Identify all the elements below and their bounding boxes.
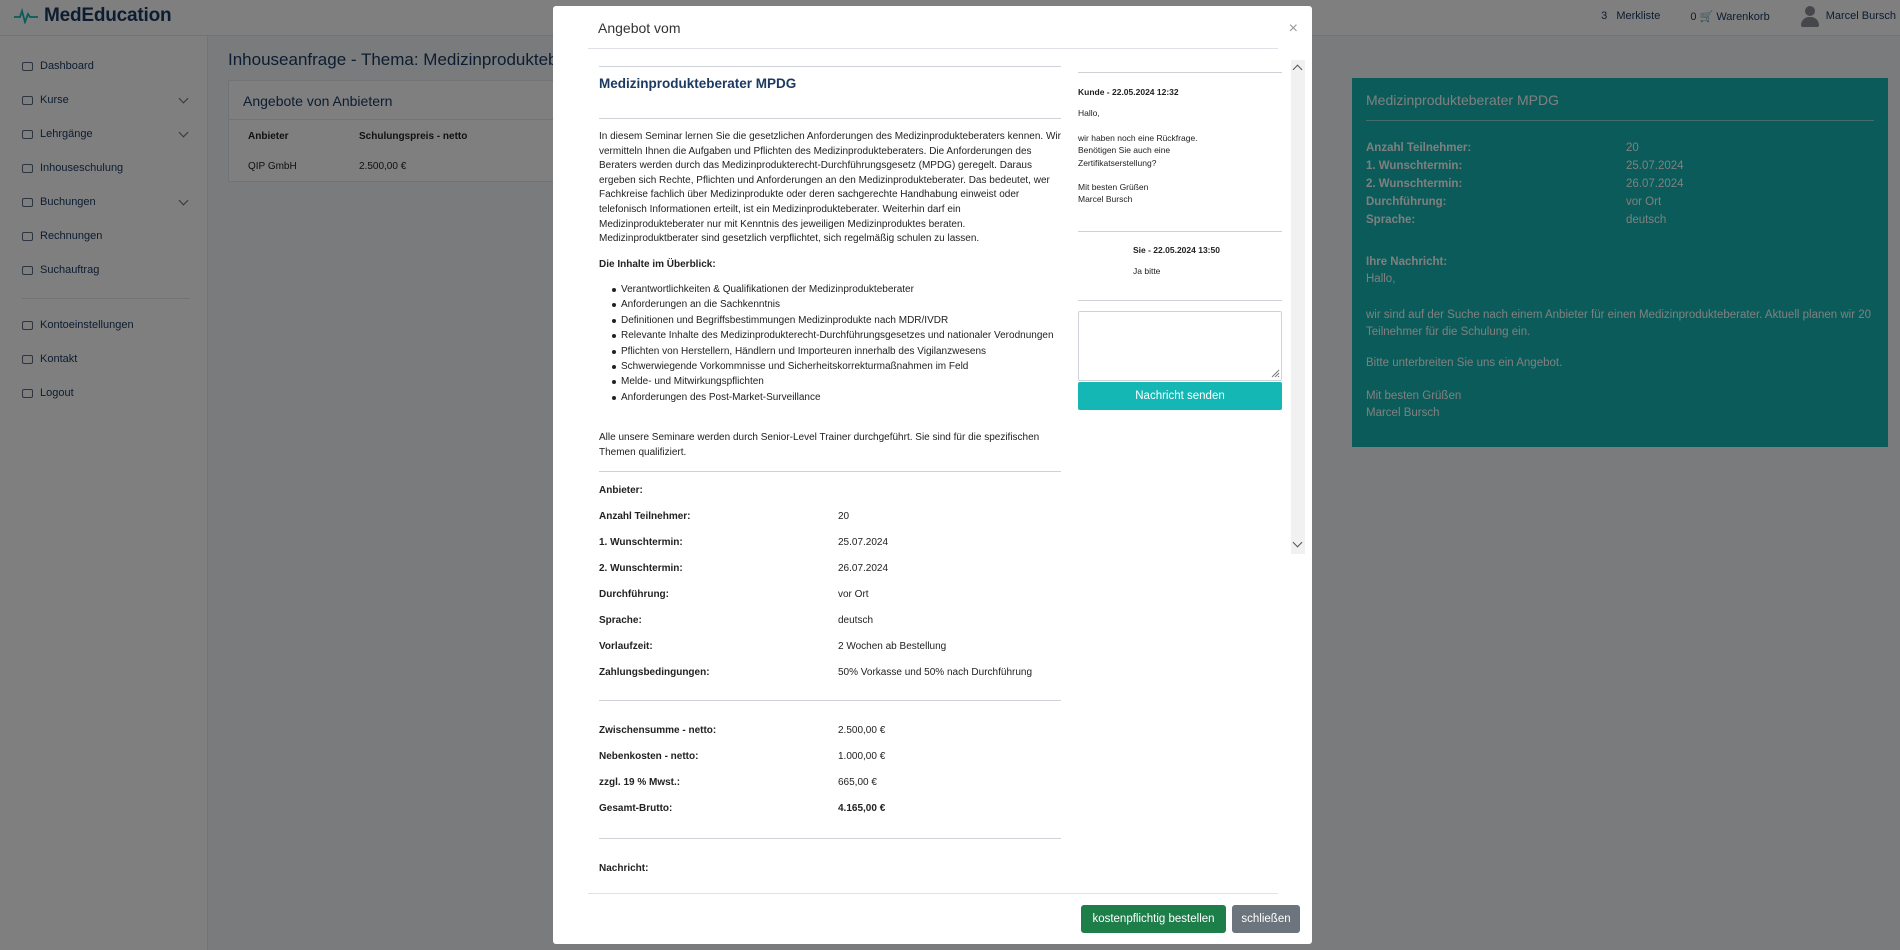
- list-item: Anforderungen an die Sachkenntnis: [599, 297, 1061, 312]
- divider: [599, 838, 1061, 839]
- close-button[interactable]: schließen: [1232, 905, 1300, 933]
- resize-grip-icon[interactable]: [1270, 368, 1280, 378]
- list-item: Melde- und Mitwirkungspflichten: [599, 374, 1061, 389]
- list-item: Anforderungen des Post-Market-Surveillance: [599, 390, 1061, 405]
- trainer-note: Alle unsere Seminare werden durch Senior-Level Trainer durchgeführt. Sie sind für die spezifischen Themen qualifiziert.: [599, 432, 1040, 458]
- divider: [588, 893, 1278, 894]
- chat-message-input[interactable]: [1078, 311, 1282, 381]
- modal-title: Angebot vom: [598, 20, 681, 36]
- offer-modal: Angebot vom × Medizinprodukteberater MPDG In diesem Seminar lernen Sie die gesetzlichen Anforderungen des Medizinprodukteberaters kennen. Wir vermitteln Ihnen die Aufgaben und Pflichten des Medizinprodukteberaters. Die Anforderungen des Beraters werden durch das Medizinprodukterecht-Durchführungsgesetz (MPDG) geregelt. Daraus ergeben sich Rechte, Pflichten und Anforderungen an den Medizinprodukteberater. Das bedeutet, wer Fachkreise fachlich über Medizinprodukte oder deren sachgerechte Handhabung einweist oder telefonisch Informationen erteilt, ist ein Medizinprodukteberater. Weiterhin darf ein Medizinprodukteberater nur mit Kenntnis des jeweiligen Medizinproduktes beraten. Medizinproduktberater sind gesetzlich verpflichtet, sich regelmäßig schulen zu lassen. Die Inhalte im Überblick: Verantwortlichkeiten & Qualifikationen der Medizinprodukteberater Anforderungen an die Sachkenntnis Definitionen und Begriffsbestimmungen Medizinprodukte nach MDR/IVDR Relevante Inhalte des Medizinprodukterecht-Durchführungsgesetzes und nationaler Verodnungen Pflichten von Herstellern, Händlern und Importeuren innerhalb des Vigilanzwesens Schwerwiegende Vorkommnisse und Sicherheitskorrekturmaßnahmen im Feld Melde- und Mitwirkungspflichten Anforderungen des Post-Market-Surveillance Alle unsere Seminare werden durch Senior-Level Trainer durchgeführt. Sie sind für die spezifischen Themen qualifiziert. Anbieter: Anzahl Teilnehmer: 20 1. Wunschtermin: 25.07.2024 2. Wunschtermin: 26.07.2024 Durchführung: vor Ort Sprache: deutsch Vorlaufzeit: 2 Wochen ab Bestellung Zahlungsbedingungen: 50% Vorkasse und 50% nach Durchführung Zwischensumme - netto: 2.500,00 € Nebenkosten - netto: 1.000,00 € zzgl. 19 % Mwst.: 665,00 € Gesamt-Brutto: 4.165,00 € Nachricht: Kunde - 22.05.2024 12:32 Hallo, wir haben noch eine Rückfrage. Benötigen Sie auch eine Zertifikatserstellung? Mit besten Grüßen Marcel Bursch Sie - 22.05.2024 13:50 Ja bitte Nachricht senden kostenpflichtig bestellen schließen: [553, 6, 1312, 944]
- divider: [599, 700, 1061, 701]
- contents-list: [599, 282, 1061, 405]
- chevron-down-icon[interactable]: [1293, 538, 1303, 548]
- divider: [599, 471, 1061, 472]
- close-icon[interactable]: ×: [1288, 20, 1298, 37]
- list-item: Verantwortlichkeiten & Qualifikationen der Medizinprodukteberater: [599, 282, 1061, 297]
- order-button[interactable]: kostenpflichtig bestellen: [1081, 905, 1226, 933]
- list-item: Pflichten von Herstellern, Händlern und Importeuren innerhalb des Vigilanzwesens: [599, 344, 1061, 359]
- divider: [1078, 72, 1282, 73]
- list-item: Relevante Inhalte des Medizinprodukterecht-Durchführungsgesetzes und nationaler Verodnungen: [599, 328, 1061, 343]
- course-title: Medizinprodukteberater MPDG: [599, 76, 797, 91]
- course-description: In diesem Seminar lernen Sie die gesetzlichen Anforderungen des Medizinprodukteberaters kennen. Wir vermitteln Ihnen die Aufgaben und Pflichten des Medizinprodukteberaters. Die Anforderungen des Beraters werden durch das Medizinprodukterecht-Durchführungsgesetz (MPDG) geregelt. Daraus ergeben sich Rechte, Pflichten und Anforderungen an den Medizinprodukteberater. Das bedeutet, wer Fachkreise fachlich über Medizinprodukte oder deren sachgerechte Handhabung einweist oder telefonisch Informationen erteilt, ist ein Medizinprodukteberater. Weiterhin darf ein Medizinprodukteberater nur mit Kenntnis des jeweiligen Medizinproduktes beraten. Medizinproduktberater sind gesetzlich verpflichtet, sich regelmäßig schulen zu lassen.: [599, 131, 1061, 245]
- contents-heading: Die Inhalte im Überblick:: [599, 259, 716, 270]
- divider: [1078, 300, 1282, 301]
- divider: [1078, 231, 1282, 232]
- list-item: Definitionen und Begriffsbestimmungen Medizinprodukte nach MDR/IVDR: [599, 313, 1061, 328]
- divider: [599, 66, 1061, 67]
- chat-message-customer: Kunde - 22.05.2024 12:32 Hallo, wir haben noch eine Rückfrage. Benötigen Sie auch eine Zertifikatserstellung? Mit besten Grüßen Marcel Bursch: [1078, 87, 1198, 205]
- send-message-button[interactable]: Nachricht senden: [1078, 382, 1282, 410]
- chat-message-self: Sie - 22.05.2024 13:50 Ja bitte: [1133, 245, 1220, 277]
- divider: [599, 118, 1061, 119]
- list-item: Schwerwiegende Vorkommnisse und Sicherheitskorrekturmaßnahmen im Feld: [599, 359, 1061, 374]
- divider: [588, 48, 1278, 49]
- chevron-up-icon[interactable]: [1293, 65, 1303, 75]
- scrollbar[interactable]: [1291, 60, 1305, 554]
